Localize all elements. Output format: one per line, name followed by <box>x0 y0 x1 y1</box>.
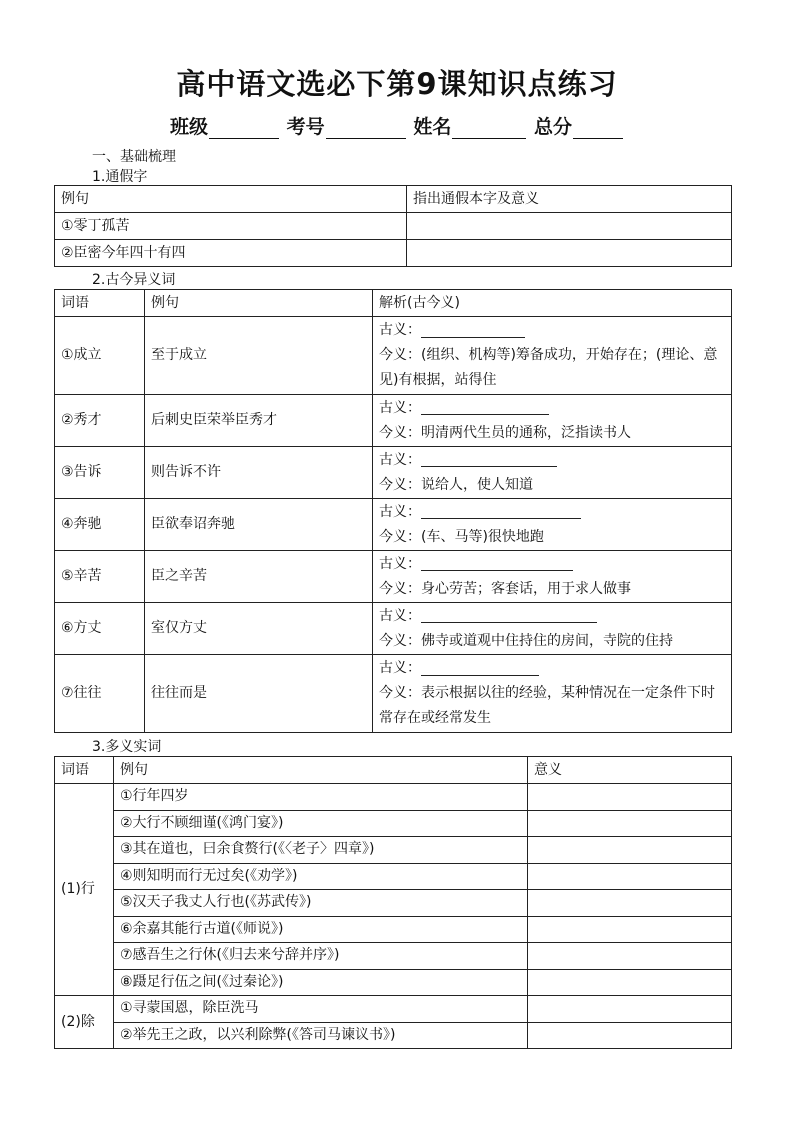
word-cell: ⑥方丈 <box>55 603 145 655</box>
table-row <box>55 916 732 943</box>
analysis-cell <box>373 655 732 733</box>
modern-meaning: 今义：(组织、机构等)筹备成功，开始存在；(理论、意见)有根据，站得住 <box>379 347 718 388</box>
column-header: 例句 <box>145 290 373 317</box>
meaning-answer-cell[interactable] <box>528 996 732 1023</box>
example-cell: ①寻蒙国恩，除臣洗马 <box>114 996 528 1023</box>
analysis-cell <box>373 395 732 447</box>
student-info-line <box>0 112 794 139</box>
example-cell: ①零丁孤苦 <box>55 213 407 240</box>
meaning-answer-cell[interactable] <box>528 943 732 970</box>
column-header: 词语 <box>55 757 114 784</box>
ancient-meaning-label: 古义： <box>379 399 421 416</box>
ancient-meaning-label: 古义： <box>379 322 421 338</box>
ancient-meaning-line <box>379 604 725 629</box>
example-cell: ④则知明而行无过矣(《劝学》) <box>114 863 528 890</box>
example-cell: ②举先王之政，以兴利除弊(《答司马谏议书》) <box>114 1022 528 1049</box>
table-row <box>55 810 732 837</box>
ancient-meaning-label: 古义： <box>379 555 421 572</box>
ancient-meaning-line <box>379 448 725 473</box>
example-cell: 臣之辛苦 <box>145 551 373 603</box>
example-cell: 至于成立 <box>145 317 373 395</box>
table-row <box>55 837 732 864</box>
ancient-meaning-label: 古义： <box>379 451 421 468</box>
tongjia-table <box>54 185 732 267</box>
name-blank[interactable] <box>452 120 526 139</box>
example-cell: ③其在道也，曰余食赘行(《〈老子〉四章》) <box>114 837 528 864</box>
modern-meaning: 今义：明清两代生员的通称，泛指读书人 <box>379 424 631 441</box>
gujin-table <box>54 289 732 733</box>
word-cell: ⑤辛苦 <box>55 551 145 603</box>
table-row <box>55 551 732 603</box>
class-label: 班级 <box>170 116 209 138</box>
table-row <box>55 969 732 996</box>
analysis-cell <box>373 499 732 551</box>
table-header-row <box>55 290 732 317</box>
ancient-meaning-blank[interactable] <box>421 608 597 623</box>
column-header: 指出通假本字及意义 <box>407 186 732 213</box>
ancient-meaning-line <box>379 396 725 421</box>
ancient-meaning-line <box>379 318 725 343</box>
example-cell: ②臣密今年四十有四 <box>55 240 407 267</box>
class-blank[interactable] <box>209 120 279 139</box>
table-row <box>55 240 732 267</box>
table-row <box>55 447 732 499</box>
example-cell: ①行年四岁 <box>114 784 528 811</box>
answer-cell[interactable] <box>407 213 732 240</box>
modern-meaning: 今义：说给人，使人知道 <box>379 476 533 493</box>
table-row <box>55 603 732 655</box>
example-cell: ⑥余嘉其能行古道(《师说》) <box>114 916 528 943</box>
ancient-meaning-label: 古义： <box>379 660 421 676</box>
modern-meaning: 今义：(车、马等)很快地跑 <box>379 528 544 545</box>
section-heading-basics: 一、基础梳理 <box>92 149 176 165</box>
duoyi-table <box>54 756 732 1049</box>
table-row <box>55 317 732 395</box>
ancient-meaning-blank[interactable] <box>421 556 573 571</box>
word-cell: (1)行 <box>55 784 114 996</box>
score-blank[interactable] <box>573 120 623 139</box>
modern-meaning: 今义：身心劳苦；客套话，用于求人做事 <box>379 580 631 597</box>
ancient-meaning-blank[interactable] <box>421 400 549 415</box>
modern-meaning: 今义：佛寺或道观中住持住的房间，寺院的住持 <box>379 632 673 649</box>
example-cell: 臣欲奉诏奔驰 <box>145 499 373 551</box>
ancient-meaning-label: 古义： <box>379 607 421 624</box>
table-row <box>55 499 732 551</box>
score-label: 总分 <box>533 116 572 138</box>
meaning-answer-cell[interactable] <box>528 1022 732 1049</box>
word-cell: ③告诉 <box>55 447 145 499</box>
meaning-answer-cell[interactable] <box>528 916 732 943</box>
table-row <box>55 996 732 1023</box>
example-cell: ②大行不顾细谨(《鸿门宴》) <box>114 810 528 837</box>
meaning-answer-cell[interactable] <box>528 863 732 890</box>
word-cell: ②秀才 <box>55 395 145 447</box>
meaning-answer-cell[interactable] <box>528 784 732 811</box>
table-header-row <box>55 757 732 784</box>
ancient-meaning-blank[interactable] <box>421 661 539 676</box>
example-cell: ⑤汉天子我丈人行也(《苏武传》) <box>114 890 528 917</box>
example-cell: ⑦感吾生之行休(《归去来兮辞并序》) <box>114 943 528 970</box>
table-row <box>55 655 732 733</box>
word-cell: ④奔驰 <box>55 499 145 551</box>
section-heading-gujin: 2.古今异义词 <box>92 272 176 288</box>
word-cell: ①成立 <box>55 317 145 395</box>
table-row <box>55 890 732 917</box>
example-cell: 则告诉不许 <box>145 447 373 499</box>
example-cell: 室仅方丈 <box>145 603 373 655</box>
analysis-cell <box>373 317 732 395</box>
word-cell: ⑦往往 <box>55 655 145 733</box>
page-title: 高中语文选必下第9课知识点练习 <box>176 67 618 101</box>
table-row <box>55 784 732 811</box>
exam-number-blank[interactable] <box>326 120 406 139</box>
meaning-answer-cell[interactable] <box>528 837 732 864</box>
ancient-meaning-label: 古义： <box>379 503 421 520</box>
column-header: 例句 <box>55 186 407 213</box>
ancient-meaning-line <box>379 656 725 681</box>
meaning-answer-cell[interactable] <box>528 969 732 996</box>
column-header: 例句 <box>114 757 528 784</box>
example-cell: 后刺史臣荣举臣秀才 <box>145 395 373 447</box>
ancient-meaning-blank[interactable] <box>421 452 557 467</box>
example-cell: 往往而是 <box>145 655 373 733</box>
ancient-meaning-blank[interactable] <box>421 323 525 338</box>
analysis-cell <box>373 603 732 655</box>
column-header: 意义 <box>528 757 732 784</box>
section-heading-duoyi: 3.多义实词 <box>92 739 162 755</box>
example-cell: ⑧蹑足行伍之间(《过秦论》) <box>114 969 528 996</box>
section-heading-tongjia: 1.通假字 <box>92 169 148 185</box>
table-row <box>55 1022 732 1049</box>
modern-meaning: 今义：表示根据以往的经验，某种情况在一定条件下时常存在或经常发生 <box>379 685 715 726</box>
table-row <box>55 943 732 970</box>
meaning-answer-cell[interactable] <box>528 810 732 837</box>
table-row <box>55 213 732 240</box>
ancient-meaning-line <box>379 500 725 525</box>
word-cell: (2)除 <box>55 996 114 1049</box>
ancient-meaning-blank[interactable] <box>421 504 581 519</box>
table-header-row <box>55 186 732 213</box>
column-header: 解析(古今义) <box>373 290 732 317</box>
exam-number-label: 考号 <box>286 116 325 138</box>
analysis-cell <box>373 551 732 603</box>
ancient-meaning-line <box>379 552 725 577</box>
name-label: 姓名 <box>413 116 452 138</box>
analysis-cell <box>373 447 732 499</box>
table-row <box>55 395 732 447</box>
table-row <box>55 863 732 890</box>
meaning-answer-cell[interactable] <box>528 890 732 917</box>
column-header: 词语 <box>55 290 145 317</box>
answer-cell[interactable] <box>407 240 732 267</box>
